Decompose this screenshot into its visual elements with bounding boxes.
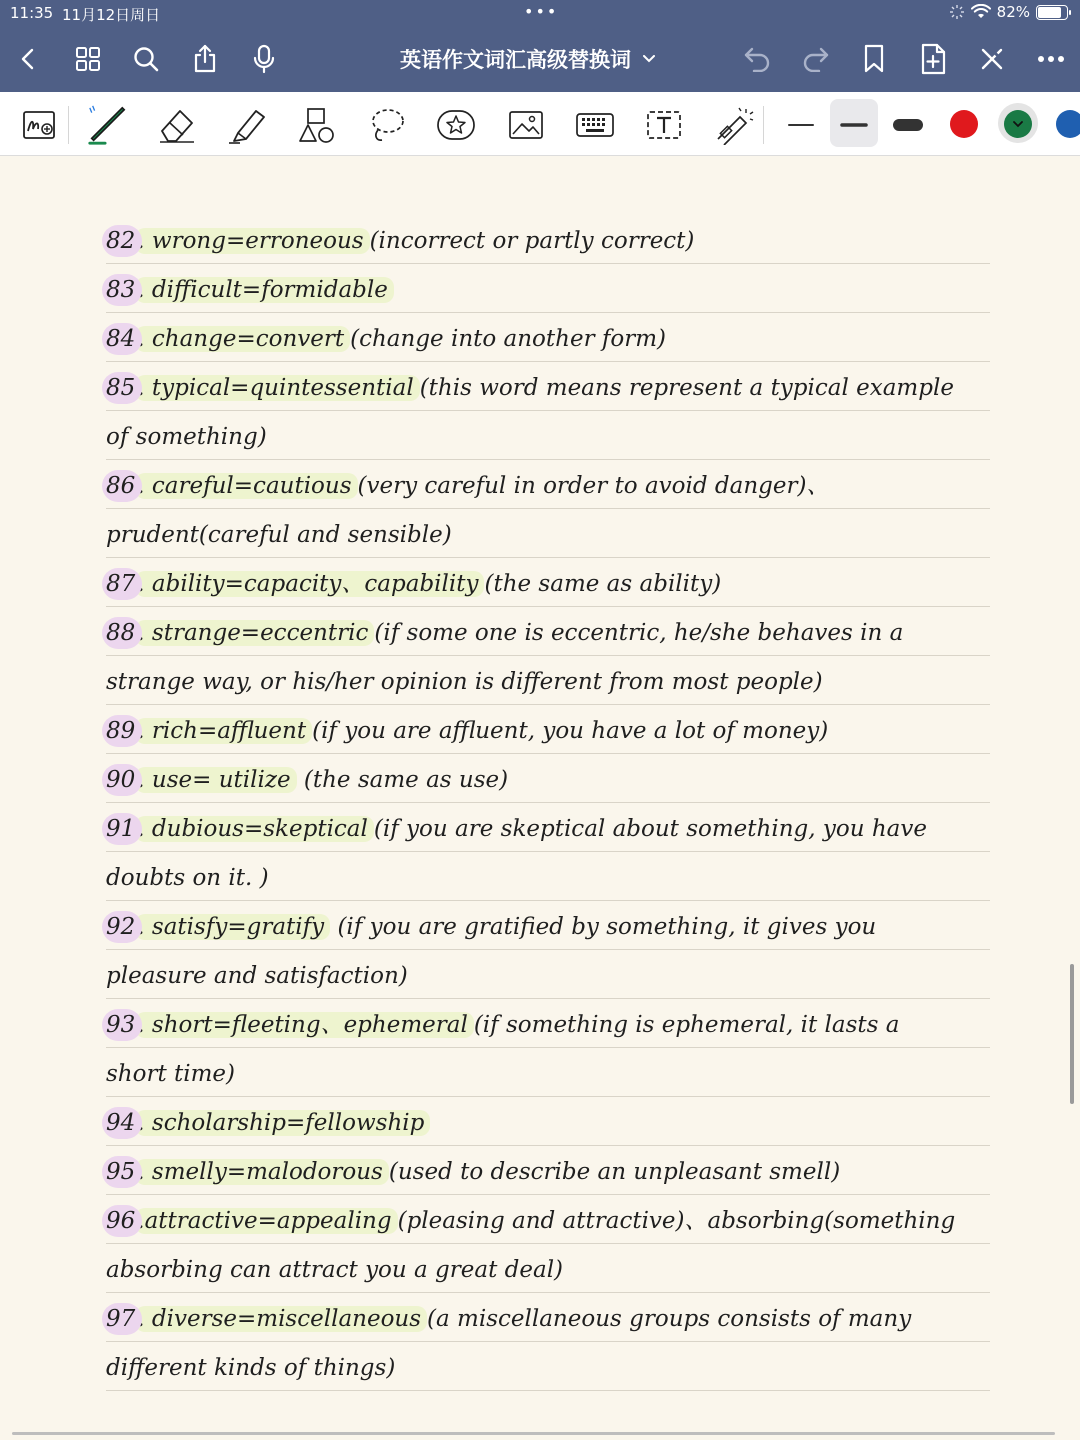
color-swatch-blue[interactable] (1056, 110, 1080, 138)
bookmark-icon[interactable] (857, 42, 891, 76)
highlighted-word-pair: . careful=cautious (135, 473, 357, 499)
highlighter-icon[interactable] (226, 104, 268, 146)
eraser-icon[interactable] (156, 104, 198, 146)
definition-text: (this word means represent a typical example (419, 375, 954, 401)
battery-percent: 82% (996, 3, 1030, 21)
ruled-line (106, 557, 990, 558)
note-line (106, 368, 954, 408)
note-line (106, 417, 267, 457)
highlighted-word-pair: .attractive=appealing (135, 1208, 397, 1234)
add-page-icon[interactable] (916, 42, 950, 76)
definition-text: (pleasing and attractive)、absorbing(something (397, 1208, 956, 1234)
color-swatch-green[interactable] (1004, 110, 1032, 138)
definition-text: (the same as ability) (484, 571, 722, 597)
item-number: 97 (106, 1299, 135, 1339)
definition-text: (if you are gratified by something, it gives you (330, 914, 877, 940)
more-options-icon[interactable] (1034, 42, 1068, 76)
item-number: 94 (106, 1103, 135, 1143)
document-title-text: 英语作文词汇高级替换词 (400, 48, 631, 72)
close-toolbar-icon[interactable] (975, 42, 1009, 76)
note-line (106, 1299, 911, 1339)
ruled-line (106, 753, 990, 754)
search-icon[interactable] (129, 42, 163, 76)
redo-icon[interactable] (799, 42, 833, 76)
ruled-line (106, 802, 990, 803)
definition-text: (change into another form) (350, 326, 667, 352)
ruled-line (106, 410, 990, 411)
definition-text: (very careful in order to avoid danger)、 (357, 473, 830, 499)
ruled-line (106, 1047, 990, 1048)
item-number: 96 (106, 1201, 135, 1241)
note-line (106, 711, 828, 751)
ruled-line (106, 900, 990, 901)
multitask-dots-icon[interactable]: ••• (524, 2, 559, 21)
tools-bar (0, 92, 1080, 156)
ruled-line (106, 998, 990, 999)
ruled-line (106, 263, 990, 264)
wifi-icon (971, 4, 991, 20)
highlighted-word-pair: . short=fleeting、ephemeral (135, 1012, 474, 1038)
highlighted-word-pair: . smelly=malodorous (135, 1159, 389, 1185)
highlighted-word-pair: . typical=quintessential (135, 375, 419, 401)
definition-text: (if you are affluent, you have a lot of money) (312, 718, 829, 744)
ruled-line (106, 1194, 990, 1195)
definition-text: prudent(careful and sensible) (106, 522, 452, 548)
item-number: 89 (106, 711, 135, 751)
definition-text: short time) (106, 1061, 236, 1087)
chevron-down-icon (1004, 110, 1032, 138)
definition-text: of something) (106, 424, 267, 450)
note-line (106, 319, 666, 359)
item-number: 92 (106, 907, 135, 947)
battery-icon (1036, 5, 1068, 20)
note-line (106, 760, 508, 800)
highlighted-word-pair: . dubious=skeptical (135, 816, 374, 842)
highlighted-word-pair: . diverse=miscellaneous (135, 1306, 427, 1332)
definition-text: different kinds of things) (106, 1355, 396, 1381)
definition-text: (used to describe an unpleasant smell) (388, 1159, 841, 1185)
ruled-line (106, 949, 990, 950)
pen-tool-icon[interactable] (86, 104, 128, 146)
ruled-line (106, 1096, 990, 1097)
item-number: 85 (106, 368, 135, 408)
note-line (106, 1250, 563, 1290)
vertical-scrollbar[interactable] (1070, 964, 1074, 1104)
note-line (106, 564, 721, 604)
highlighted-word-pair: . strange=eccentric (135, 620, 374, 646)
note-line (106, 1201, 955, 1241)
note-line (106, 809, 927, 849)
note-line (106, 1005, 900, 1045)
item-number: 83 (106, 270, 135, 310)
lasso-icon[interactable] (366, 104, 408, 146)
highlighted-word-pair: . change=convert (135, 326, 350, 352)
ruled-line (106, 704, 990, 705)
definition-text: absorbing can attract you a great deal) (106, 1257, 564, 1283)
item-number: 91 (106, 809, 135, 849)
definition-text: (if something is ephemeral, it lasts a (473, 1012, 900, 1038)
status-right (949, 3, 1068, 21)
definition-text: (if you are skeptical about something, you have (373, 816, 927, 842)
shape-tool-icon[interactable] (296, 104, 338, 146)
status-bar (0, 0, 1080, 28)
note-line (106, 1103, 430, 1143)
ruled-line (106, 606, 990, 607)
item-number: 93 (106, 1005, 135, 1045)
item-number: 86 (106, 466, 135, 506)
grid-view-icon[interactable] (71, 42, 105, 76)
item-number: 90 (106, 760, 135, 800)
item-number: 95 (106, 1152, 135, 1192)
microphone-icon[interactable] (247, 42, 281, 76)
share-icon[interactable] (188, 42, 222, 76)
ruled-line (106, 1390, 990, 1391)
highlighted-word-pair: . ability=capacity、capability (135, 571, 484, 597)
definition-text: pleasure and satisfaction) (106, 963, 408, 989)
note-line (106, 1054, 235, 1094)
note-line (106, 613, 903, 653)
definition-text: (a miscellaneous groups consists of many (427, 1306, 912, 1332)
note-line (106, 1348, 395, 1388)
ruled-line (106, 655, 990, 656)
note-line (106, 956, 408, 996)
highlighted-word-pair: . rich=affluent (135, 718, 312, 744)
note-line (106, 270, 394, 310)
battery-fill (1038, 7, 1061, 18)
highlighted-word-pair: . scholarship=fellowship (135, 1110, 430, 1136)
ruled-line (106, 1292, 990, 1293)
ruled-line (106, 851, 990, 852)
laser-pointer-icon[interactable] (712, 104, 754, 146)
screen-rotation-lock-icon (949, 4, 965, 20)
handwriting-to-text-icon[interactable] (19, 104, 61, 146)
definition-text: strange way, or his/her opinion is different from most people) (106, 669, 823, 695)
stroke-thick-icon[interactable] (887, 104, 929, 146)
page-bottom-edge (12, 1432, 1055, 1435)
definition-text: (if some one is eccentric, he/she behaves in a (374, 620, 904, 646)
document-title[interactable] (400, 44, 700, 74)
top-bar (0, 0, 1080, 92)
note-line (106, 662, 823, 702)
note-line (106, 221, 694, 261)
note-line (106, 858, 269, 898)
back-icon[interactable] (12, 42, 46, 76)
ruled-line (106, 1145, 990, 1146)
definition-text: doubts on it. ) (106, 865, 269, 891)
ruled-line (106, 1341, 990, 1342)
definition-text: (incorrect or partly correct) (369, 228, 695, 254)
stroke-thin-icon[interactable] (780, 104, 822, 146)
toolbar-divider (763, 106, 764, 144)
text-box-icon[interactable] (643, 104, 685, 146)
note-line (106, 907, 876, 947)
note-line (106, 1152, 840, 1192)
status-time: 11:35 (10, 4, 54, 22)
toolbar-divider (68, 106, 69, 144)
color-swatch-red[interactable] (950, 110, 978, 138)
image-icon[interactable] (505, 104, 547, 146)
ruled-line (106, 361, 990, 362)
undo-icon[interactable] (740, 42, 774, 76)
highlighted-word-pair: . difficult=formidable (135, 277, 394, 303)
stroke-medium-icon[interactable] (833, 104, 875, 146)
highlighted-word-pair: . wrong=erroneous (135, 228, 369, 254)
keyboard-icon[interactable] (574, 104, 616, 146)
item-number: 82 (106, 221, 135, 261)
ruled-line (106, 459, 990, 460)
chevron-down-icon (643, 55, 655, 63)
ruled-line (106, 312, 990, 313)
item-number: 88 (106, 613, 135, 653)
ruled-line (106, 508, 990, 509)
definition-text: (the same as use) (296, 767, 509, 793)
status-date: 11月12日周日 (62, 6, 161, 24)
highlighted-word-pair: . use= utilize (135, 767, 296, 793)
ruled-line (106, 1243, 990, 1244)
note-line (106, 515, 452, 555)
item-number: 84 (106, 319, 135, 359)
highlighted-word-pair: . satisfy=gratify (135, 914, 330, 940)
sticker-icon[interactable] (435, 104, 477, 146)
item-number: 87 (106, 564, 135, 604)
note-line (106, 466, 829, 506)
